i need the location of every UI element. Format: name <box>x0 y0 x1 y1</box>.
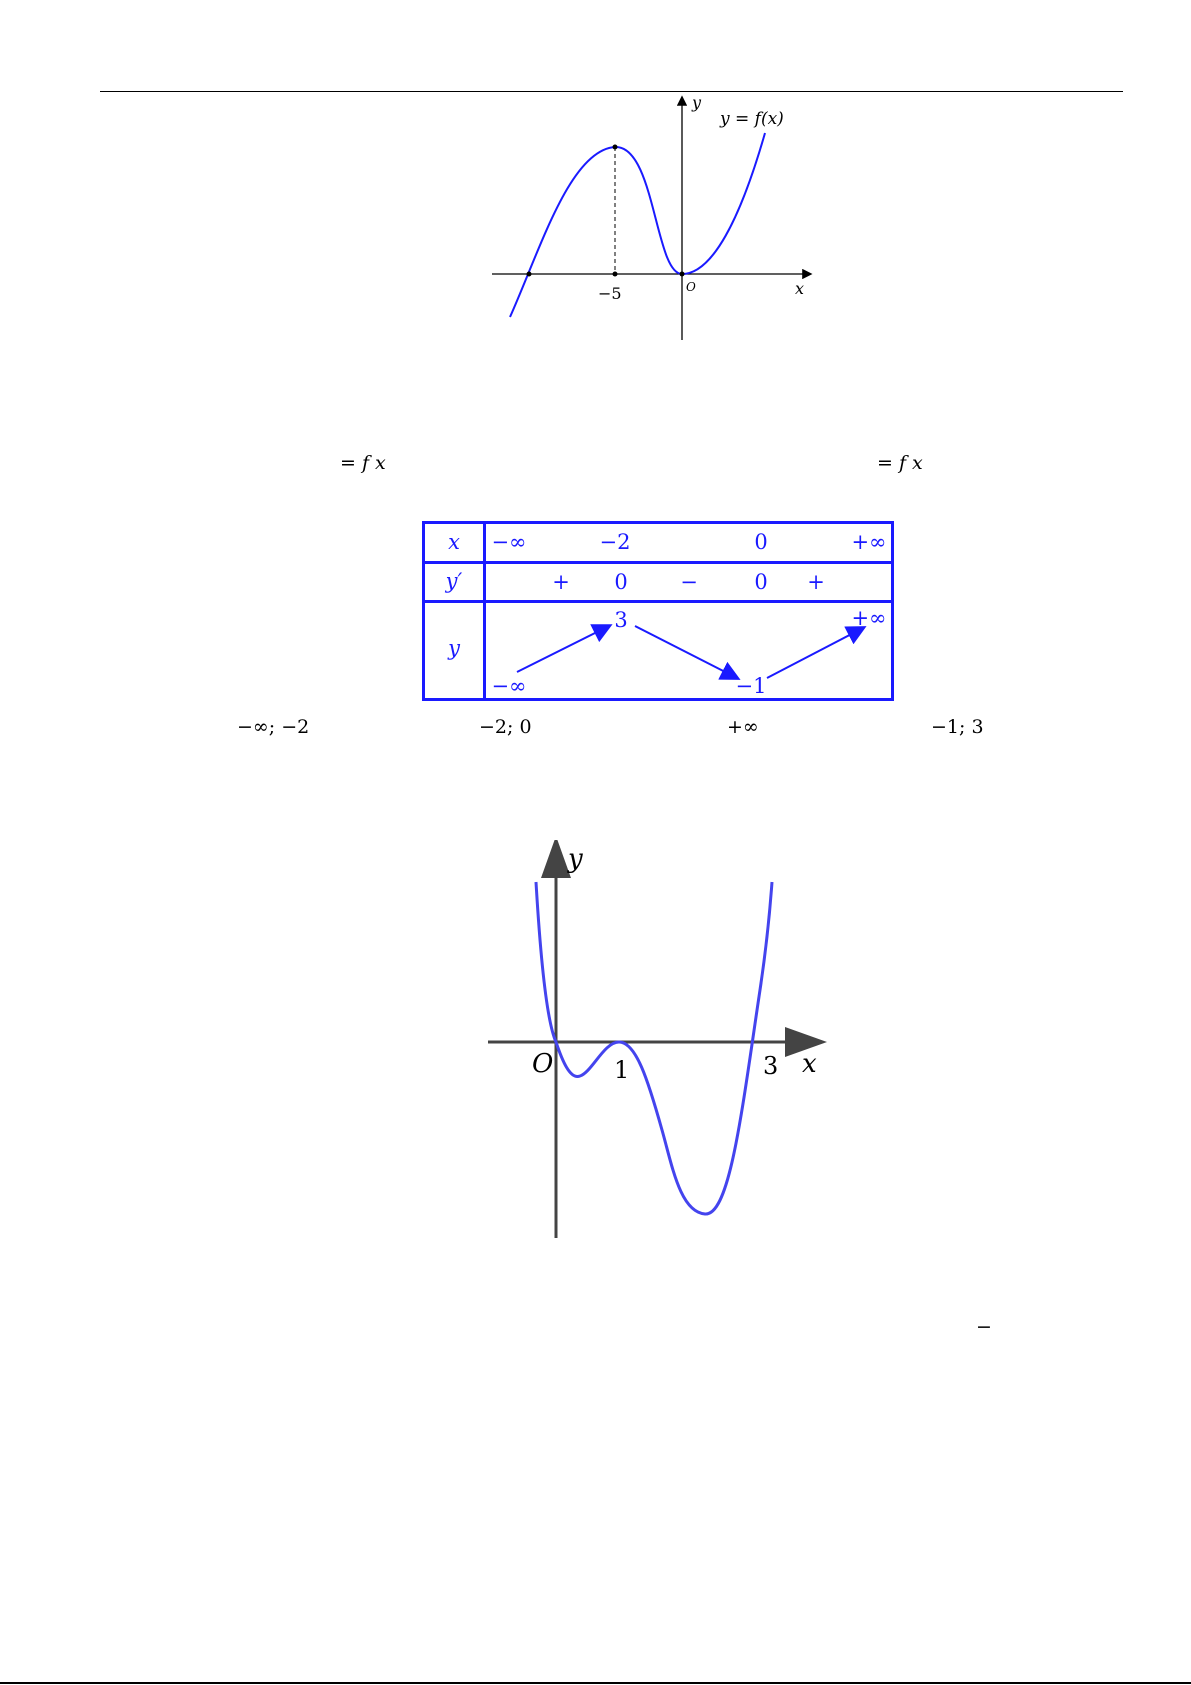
curve-g <box>536 882 772 1214</box>
curve-label: y = f(x) <box>720 109 784 129</box>
tick-label-3: 3 <box>763 1052 779 1080</box>
root-point <box>527 272 532 277</box>
x-value-neg-inf: −∞ <box>491 530 527 554</box>
y-value-min: −1 <box>735 674 767 698</box>
row-label-x: x <box>448 530 460 554</box>
row-label-y-prime: y′ <box>445 569 463 593</box>
x-value-0: 0 <box>754 530 768 554</box>
arrow-up-1 <box>517 626 609 672</box>
arrow-down <box>635 626 737 678</box>
max-point <box>613 145 618 150</box>
tick-point <box>613 272 618 277</box>
fragment-f2: = f x <box>877 452 923 474</box>
fragment-f1: = f x <box>340 452 386 474</box>
x-axis-label: x <box>802 1049 817 1079</box>
x-value-pos-inf: +∞ <box>851 530 887 554</box>
x-value-neg-2: −2 <box>599 530 631 554</box>
option-b-interval: −2; 0 <box>479 716 532 738</box>
y-value-end: +∞ <box>851 606 887 630</box>
row-label-y: y <box>448 636 460 660</box>
graph-1 <box>480 90 820 350</box>
variation-arrows <box>425 524 891 698</box>
tick-label-1: 1 <box>614 1056 630 1084</box>
option-c-interval: +∞ <box>727 716 759 738</box>
y-value-max: 3 <box>614 608 628 632</box>
curve-f <box>510 133 765 317</box>
option-a-interval: −∞; −2 <box>237 716 310 738</box>
origin-label: O <box>532 1049 554 1079</box>
sign-plus-1: + <box>552 570 570 594</box>
y-axis-label: y <box>568 844 583 874</box>
sign-plus-2: + <box>807 570 825 594</box>
bottom-rule <box>0 1682 1191 1684</box>
origin-point <box>680 272 685 277</box>
option-d-interval: −1; 3 <box>931 716 984 738</box>
arrow-up-2 <box>767 628 863 678</box>
fragment-dash: − <box>976 1316 992 1338</box>
x-tick-label: −5 <box>598 284 622 303</box>
origin-label: O <box>686 280 696 294</box>
sign-minus: − <box>680 570 698 594</box>
sign-zero-1: 0 <box>614 570 628 594</box>
graph-2 <box>480 840 830 1245</box>
variation-table <box>422 521 894 701</box>
y-value-start: −∞ <box>491 674 527 698</box>
x-axis-label: x <box>795 279 805 298</box>
sign-zero-2: 0 <box>754 570 768 594</box>
y-axis-label: y <box>692 93 702 112</box>
